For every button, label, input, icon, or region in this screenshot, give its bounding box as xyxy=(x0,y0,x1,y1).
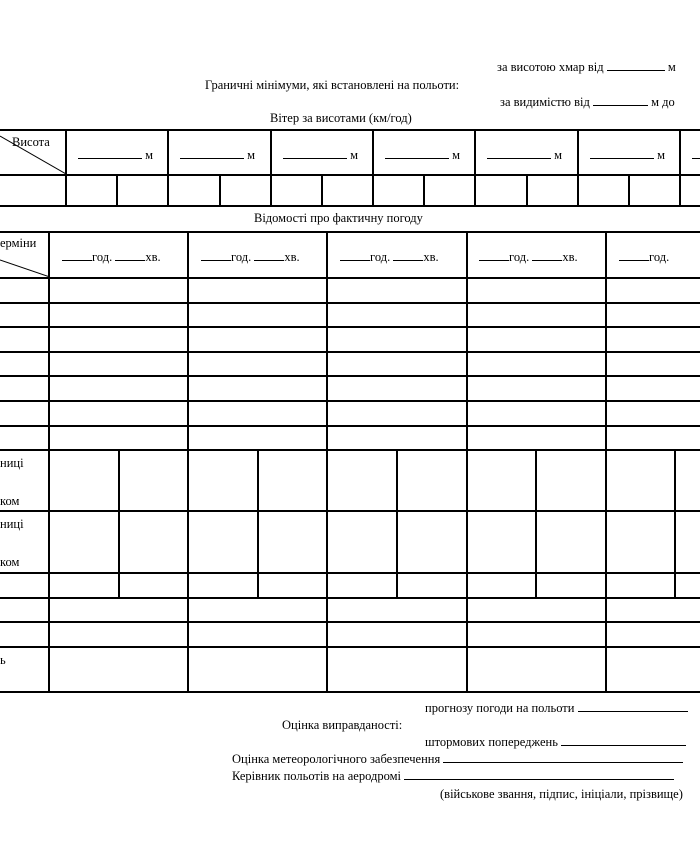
row-label-fragment: ь xyxy=(0,653,6,667)
meteo-support-line xyxy=(232,752,683,767)
hour-label-1: год. xyxy=(92,250,113,264)
row-label-fragment: ком xyxy=(0,494,20,508)
storm-eval-label: штормових попереджень xyxy=(425,735,558,749)
wind-height-field-1[interactable] xyxy=(78,148,153,163)
visibility-limit-from-field[interactable] xyxy=(593,95,648,106)
forecast-eval-field[interactable] xyxy=(578,701,688,712)
cloud-limit-line xyxy=(497,60,676,75)
weather-time-field-1[interactable] xyxy=(62,250,161,265)
wind-height-unit-5: м xyxy=(554,148,563,162)
wind-height-unit-6: м xyxy=(657,148,666,162)
hour-label-3: год. xyxy=(370,250,391,264)
minute-label-4: хв. xyxy=(562,250,578,264)
visibility-limit-to: до xyxy=(662,95,675,109)
cloud-limit-label: за висотою хмар від xyxy=(497,60,604,74)
row-label-fragment: ком xyxy=(0,555,20,569)
hour-label-5: год. xyxy=(649,250,670,264)
weather-term-label: ерміни xyxy=(0,236,37,250)
hour-label-4: год. xyxy=(509,250,530,264)
row-label-fragment: ниці xyxy=(0,517,24,531)
visibility-limit-line xyxy=(500,95,675,110)
wind-height-field-3[interactable] xyxy=(283,148,358,163)
row-label-fragment: ниці xyxy=(0,456,24,470)
evaluation-label: Оцінка виправданості: xyxy=(282,718,403,732)
forecast-eval-label: прогнозу погоди на польоти xyxy=(425,701,575,715)
storm-eval-line xyxy=(425,735,686,750)
limits-title: Граничні мінімуми, які встановлені на польоти: xyxy=(205,78,460,92)
flight-head-line xyxy=(232,769,674,784)
meteo-support-field[interactable] xyxy=(443,752,683,763)
cloud-limit-unit: м xyxy=(667,60,676,74)
weather-time-field-2[interactable] xyxy=(201,250,300,265)
signature-hint: (військове звання, підпис, ініціали, прізвище) xyxy=(440,787,683,801)
meteo-support-label: Оцінка метеорологічного забезпечення xyxy=(232,752,441,766)
wind-height-field-7[interactable] xyxy=(692,148,700,163)
visibility-limit-label: за видимістю від xyxy=(500,95,590,109)
wind-height-unit-4: м xyxy=(452,148,461,162)
wind-title: Вітер за висотами (км/год) xyxy=(270,111,412,125)
wind-height-field-4[interactable] xyxy=(385,148,460,163)
flight-head-field[interactable] xyxy=(404,769,674,780)
wind-height-field-5[interactable] xyxy=(487,148,562,163)
weather-title: Відомості про фактичну погоду xyxy=(254,211,423,225)
minute-label-1: хв. xyxy=(145,250,161,264)
forecast-eval-line xyxy=(425,701,688,716)
minute-label-3: хв. xyxy=(423,250,439,264)
flight-head-label: Керівник польотів на аеродромі xyxy=(232,769,401,783)
wind-height-field-2[interactable] xyxy=(180,148,255,163)
wind-height-unit-2: м xyxy=(247,148,256,162)
weather-time-field-4[interactable] xyxy=(479,250,578,265)
wind-height-field-6[interactable] xyxy=(590,148,665,163)
cloud-limit-from-field[interactable] xyxy=(607,60,665,71)
wind-height-label: Висота xyxy=(12,135,50,149)
weather-time-field-3[interactable] xyxy=(340,250,439,265)
weather-time-field-5[interactable] xyxy=(619,250,669,265)
hour-label-2: год. xyxy=(231,250,252,264)
wind-height-unit-3: м xyxy=(350,148,359,162)
visibility-limit-unit: м xyxy=(651,95,660,109)
minute-label-2: хв. xyxy=(284,250,300,264)
storm-eval-field[interactable] xyxy=(561,735,686,746)
wind-height-unit-1: м xyxy=(145,148,154,162)
